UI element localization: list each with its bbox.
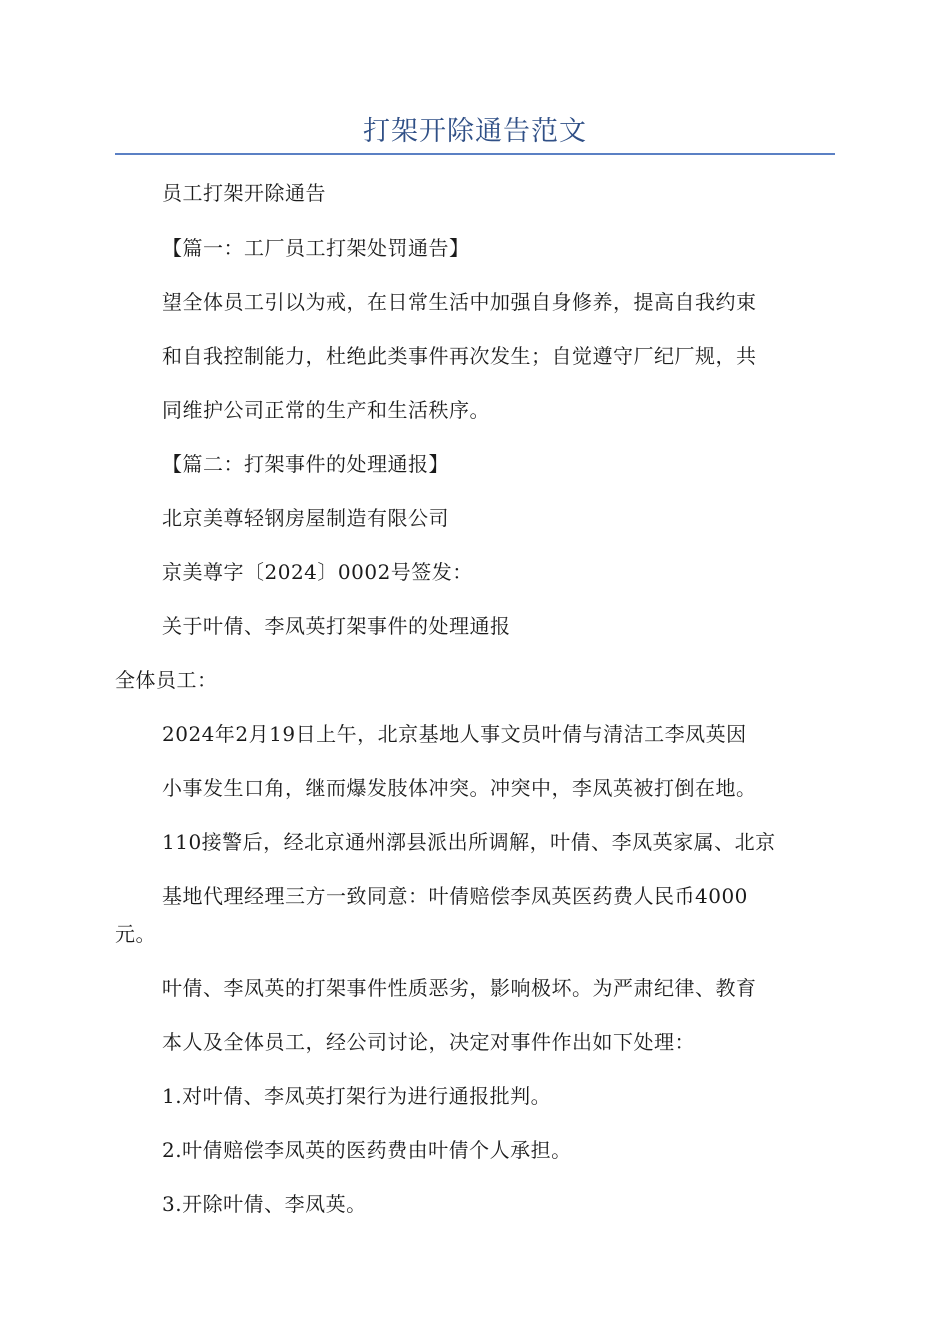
paragraph-line: 同维护公司正常的生产和生活秩序。 bbox=[162, 398, 490, 422]
list-item: 1.对叶倩、李凤英打架行为进行通报批判。 bbox=[162, 1084, 552, 1108]
paragraph-line: 叶倩、李凤英的打架事件性质恶劣，影响极坏。为严肃纪律、教育 bbox=[162, 976, 757, 1000]
paragraph-line: 望全体员工引以为戒，在日常生活中加强自身修养，提高自我约束 bbox=[162, 290, 757, 314]
title-underline bbox=[115, 153, 835, 155]
list-item: 2.叶倩赔偿李凤英的医药费由叶倩个人承担。 bbox=[162, 1138, 572, 1162]
list-item: 3.开除叶倩、李凤英。 bbox=[162, 1192, 367, 1216]
paragraph-line: 110接警后，经北京通州漷县派出所调解，叶倩、李凤英家属、北京 bbox=[162, 830, 776, 854]
paragraph-line: 元。 bbox=[115, 922, 156, 946]
document-title: 打架开除通告范文 bbox=[363, 116, 587, 147]
subtitle-line: 员工打架开除通告 bbox=[162, 181, 326, 205]
section-heading-1: 【篇一：工厂员工打架处罚通告】 bbox=[162, 236, 470, 260]
paragraph-line: 2024年2月19日上午，北京基地人事文员叶倩与清洁工李凤英因 bbox=[162, 722, 747, 746]
company-name: 北京美尊轻钢房屋制造有限公司 bbox=[162, 506, 449, 530]
document-number: 京美尊字〔2024〕0002号签发： bbox=[162, 560, 473, 584]
section-heading-2: 【篇二：打架事件的处理通报】 bbox=[162, 452, 449, 476]
paragraph-line: 本人及全体员工，经公司讨论，决定对事件作出如下处理： bbox=[162, 1030, 695, 1054]
paragraph-line: 基地代理经理三方一致同意：叶倩赔偿李凤英医药费人民币4000 bbox=[162, 884, 748, 908]
salutation: 全体员工： bbox=[115, 668, 218, 692]
paragraph-line: 小事发生口角，继而爆发肢体冲突。冲突中，李凤英被打倒在地。 bbox=[162, 776, 757, 800]
paragraph-line: 和自我控制能力，杜绝此类事件再次发生；自觉遵守厂纪厂规，共 bbox=[162, 344, 757, 368]
notice-heading: 关于叶倩、李凤英打架事件的处理通报 bbox=[162, 614, 511, 638]
